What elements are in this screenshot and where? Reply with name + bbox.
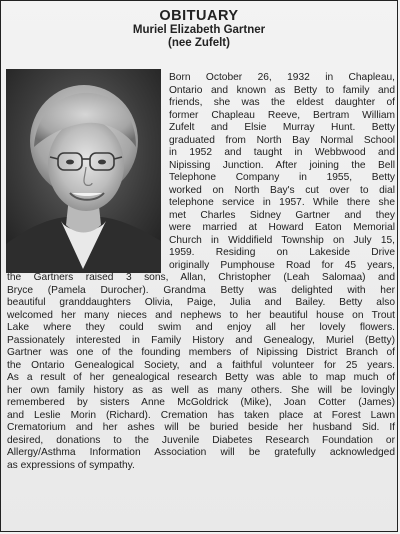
body-line: beautiful granddaughters Olivia, Paige, Julia and Bailey. Betty also bbox=[7, 297, 395, 308]
body-line: Ontario and known as Betty to family and bbox=[169, 84, 395, 96]
body-line: welcomed her many nieces and nephews to her beautiful house on Trout bbox=[7, 309, 395, 321]
maiden-name: (nee Zufelt) bbox=[168, 37, 230, 49]
body-full-width bbox=[7, 272, 395, 472]
body-line: Crematorium and her ashes will be buried beside her husband Sid. If bbox=[7, 422, 395, 433]
body-line: Born October 26, 1932 in Chapleau, bbox=[169, 72, 395, 83]
body-line: Lake where they could swim and enjoy all her lovely flowers. bbox=[7, 322, 395, 333]
header bbox=[1, 8, 397, 50]
body-line: the Gartners raised 3 sons, Allan, Christopher (Leah Salomaa) and bbox=[7, 272, 395, 283]
body-line: Gartner was one of the founding members of Nipissing District Branch of bbox=[7, 347, 395, 358]
deceased-name: Muriel Elizabeth Gartner bbox=[132, 24, 266, 36]
body-line: her own family history as as well as many others. She will be lovingly bbox=[7, 384, 395, 396]
body-line: met Charles Sidney Gartner and they bbox=[169, 209, 395, 221]
body-line: Telephone Company in 1955, Betty bbox=[169, 172, 395, 183]
body-line: Allergy/Asthma Information Association will be gratefully acknowledged bbox=[7, 447, 395, 458]
body-line: Bryce (Pamela Durocher). Grandma Betty was delighted with her bbox=[7, 284, 395, 296]
body-line: As a result of her genealogical research Betty was able to map much of bbox=[7, 372, 395, 383]
body-line: friends, she was the eldest daughter of bbox=[169, 97, 395, 108]
body-line: Zufelt and Elsie Murray Hunt. Betty bbox=[169, 122, 395, 133]
body-line: were married at Howard Eaton Memorial bbox=[169, 222, 395, 233]
body-line: originally Pumphouse Road for 45 years, bbox=[169, 259, 395, 271]
body-line: Passionately interested in Family History and Genealogy, Muriel (Betty) bbox=[7, 334, 395, 346]
body-line: and Leslie Morin (Richard). Cremation has taken place at Forest Lawn bbox=[7, 409, 395, 421]
body-line: 1959. Residing on Lakeside Drive bbox=[169, 247, 395, 258]
body-line: as expressions of sympathy. bbox=[7, 459, 135, 471]
body-line: the Ontario Genealogical Society, and a faithful volunteer for 25 years. bbox=[7, 359, 395, 371]
body-line: worked on North Bay's cut over to dial bbox=[169, 184, 395, 196]
body-line: Nipissing Junction. After joining the Bell bbox=[169, 159, 395, 171]
body-line: desired, donations to the Juvenile Diabetes Research Foundation or bbox=[7, 434, 395, 446]
body-line: remembered by sisters Anne McGoldrick (Mike), Joan Cotter (James) bbox=[7, 397, 395, 408]
body-column-right bbox=[169, 72, 395, 272]
portrait-photo bbox=[6, 69, 161, 273]
body-line: telephone service in 1957. While there she bbox=[169, 197, 395, 208]
body-line: Church in Widdifield Township on July 15, bbox=[169, 234, 395, 246]
body-line: former Chapleau Reeve, Bertram William bbox=[169, 109, 395, 121]
body-line: graduated from North Bay Normal School bbox=[169, 134, 395, 146]
obituary-title: OBITUARY bbox=[159, 8, 239, 24]
body-line: in 1952 and taught in Webbwood and bbox=[169, 147, 395, 158]
portrait-illustration bbox=[6, 69, 161, 273]
